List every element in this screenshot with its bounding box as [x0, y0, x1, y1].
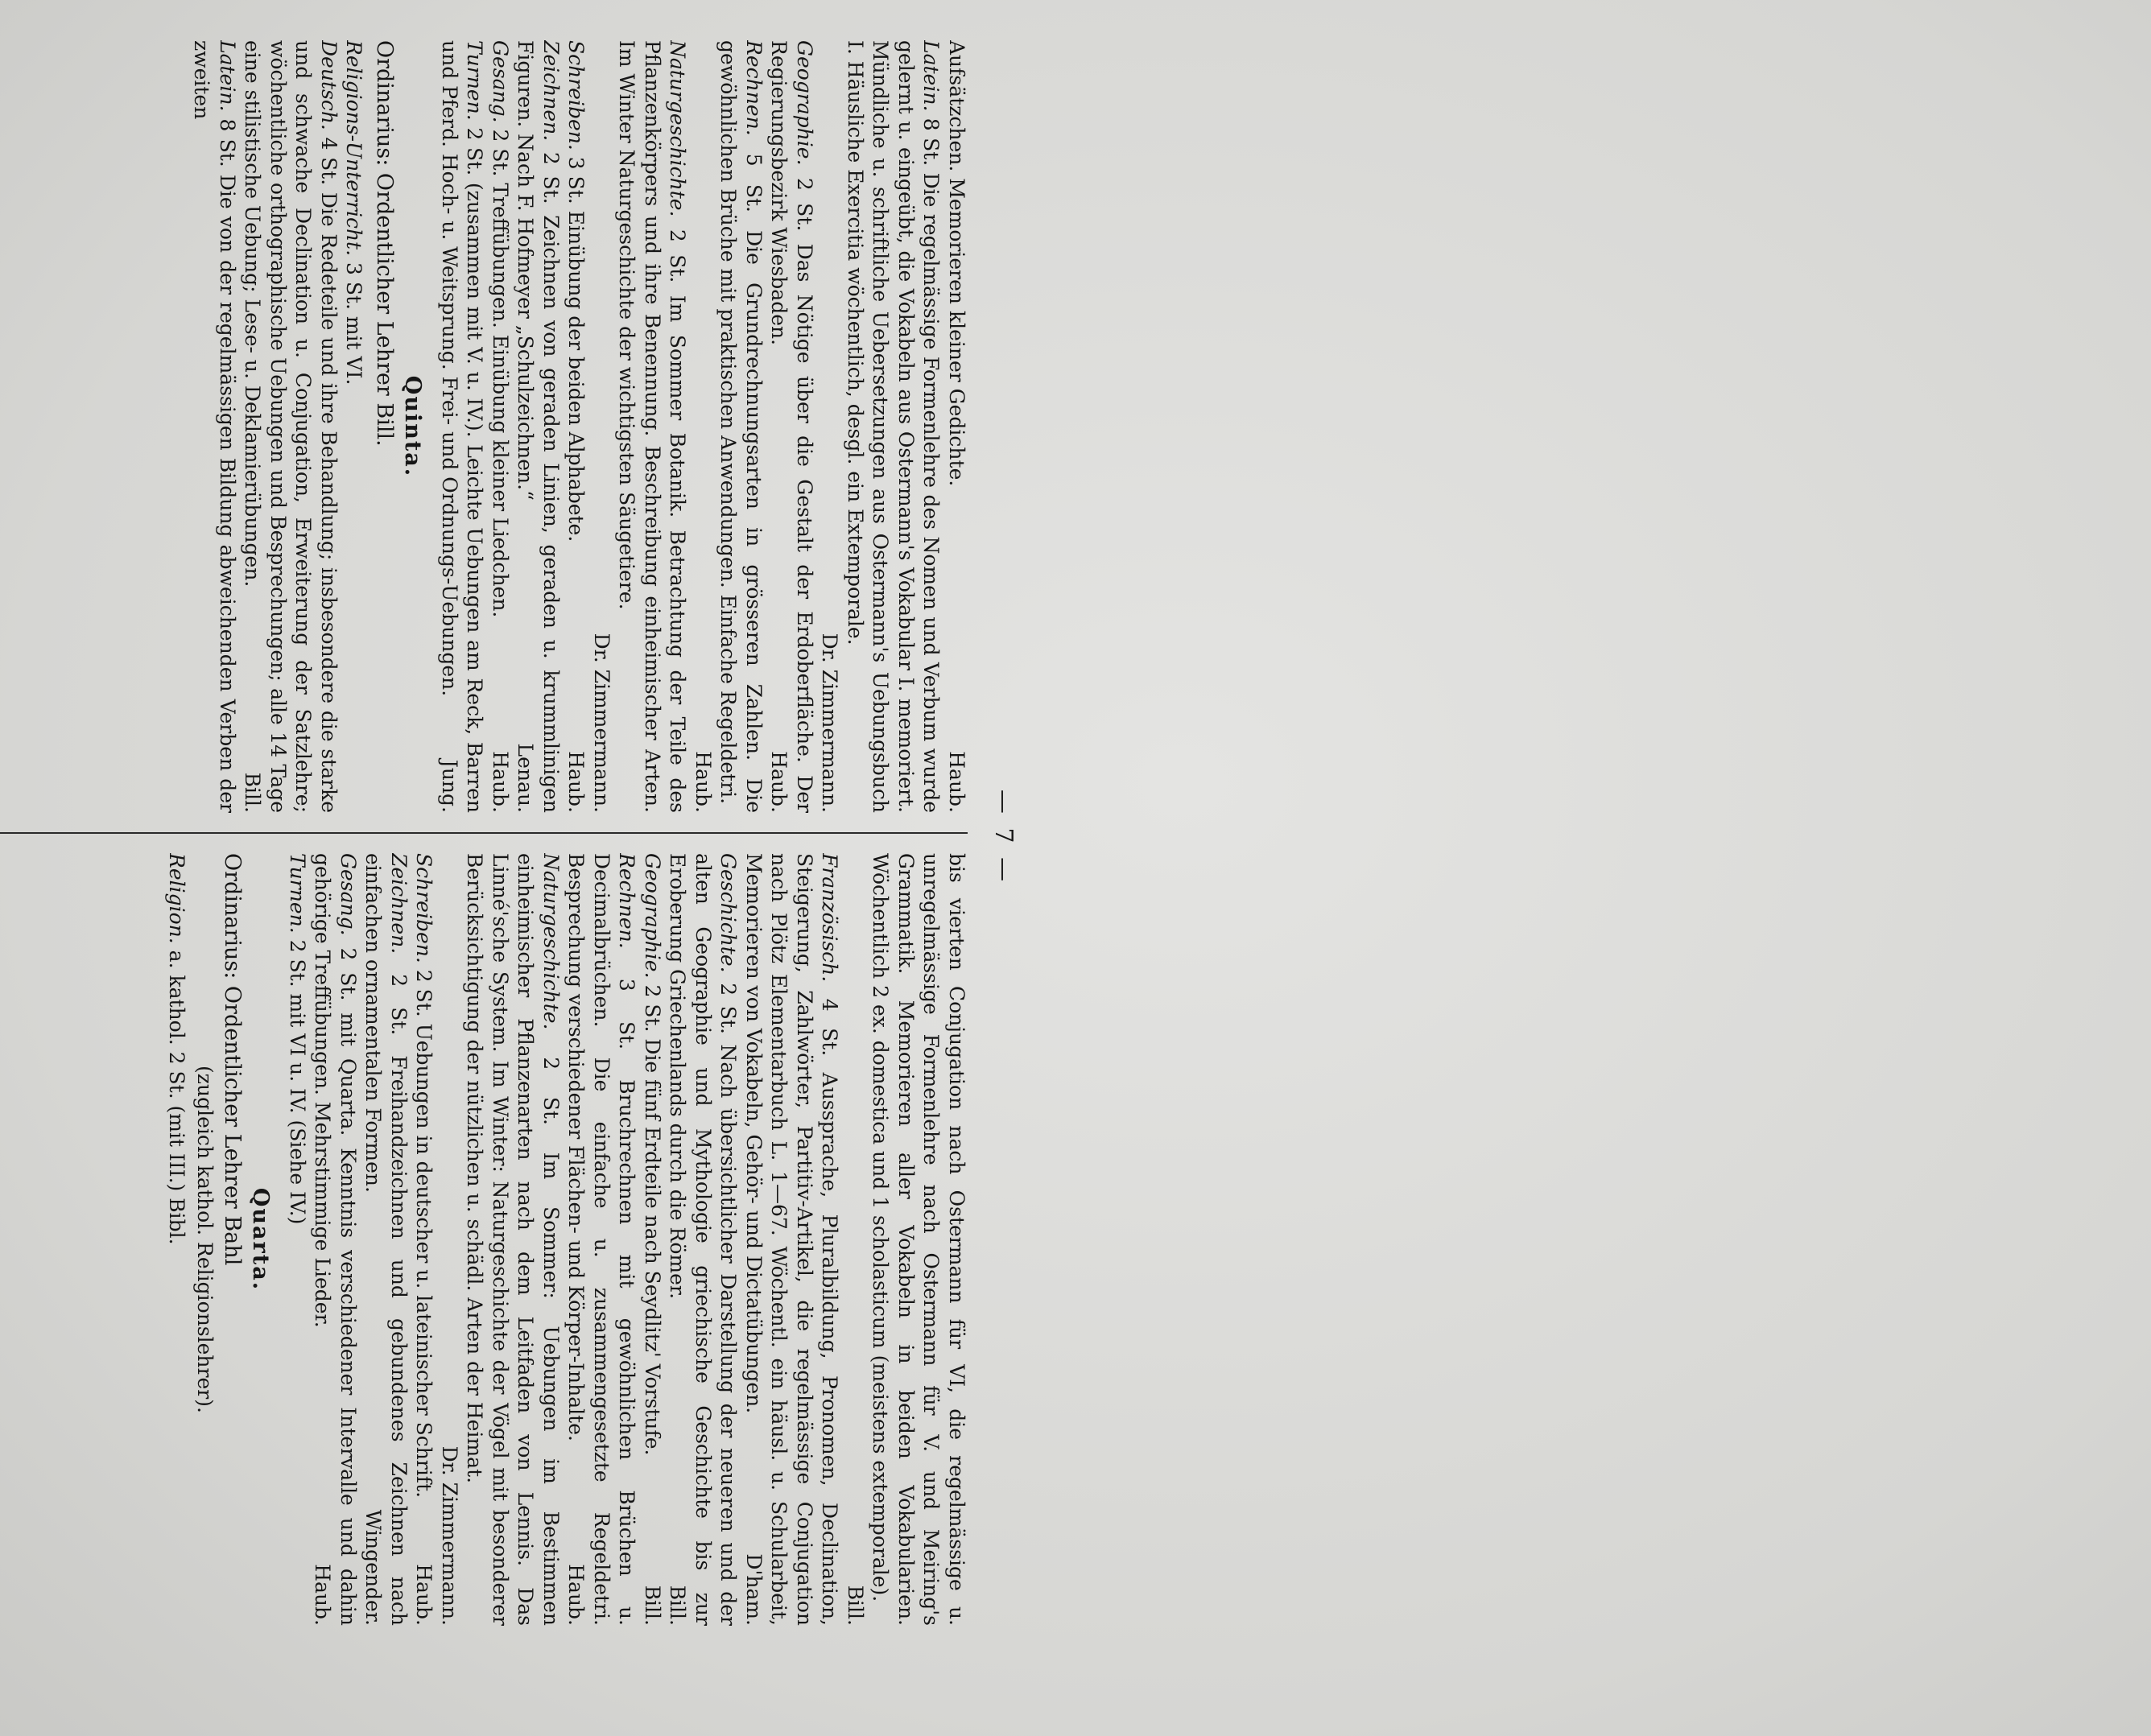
teacher-signature: Dr. Zimmermann. [438, 1445, 461, 1626]
subject-label: Naturgeschichte. [666, 40, 690, 217]
teacher-signature: Bill. [844, 1585, 867, 1626]
subject-label: Rechnen. [742, 40, 766, 136]
subject-label: Schreiben. [412, 853, 436, 963]
section-heading-quinta: Quinta. [400, 375, 426, 478]
teacher-signature: Haub. [767, 751, 791, 813]
subject-label: Zeichnen. [539, 40, 563, 142]
subject-label: Religions-Unterricht. [342, 40, 366, 257]
left-column [0, 40, 969, 813]
subject-label: Turnen. [463, 40, 487, 121]
teacher-signature: Dr. Zimmermann. [590, 633, 613, 813]
paragraph-zeichnen-quinta: Zeichnen. 2 St. Freihandzeichnen und gebundenes Zeichnen nach einfachen ornamentalen Formen. Wingender. [361, 853, 411, 1626]
paragraph-turnen-quinta: Turnen. 2 St. mit VI u. IV. (Siehe IV.) [286, 853, 309, 1225]
subject-label: Gesang. [489, 40, 512, 123]
teacher-signature: Dr. Zimmermann. [818, 633, 842, 813]
teacher-signature: Haub. [311, 1564, 335, 1626]
paragraph-latein: Latein. 8 St. Die regelmässige Formenlehre des Nomen und Verbum wurde gelernt u. eingeübt, die Vokabeln aus Ostermann's Vokabular I. memoriert. Mündliche u. schriftliche Uebersetzungen aus Ostermann's Uebungsbuch I. Häusliche Exercitia wöchentlich, desgl. ein Extemporale. [844, 40, 943, 813]
document-page [0, 40, 1016, 1634]
teacher-signature: Bill. [666, 1585, 690, 1626]
paragraph-franzoesisch: Französisch. 4 St. Aussprache, Pluralbildung, Pronomen, Declination, Steigerung, Zahlwörter, Partitiv-Artikel, die regelmässige Conjugation nach Plötz Elementarbuch L. 1—67. Wöchentl. ein häusl. u. Schularbeit, Memorieren von Vokabeln, Gehör- und Dictatübungen. D'ham. [742, 853, 842, 1626]
paragraph-gesang: Gesang. 2 St. Treffübungen. Einübung kleiner Liedchen. Haub. [489, 40, 512, 813]
paragraph-geographie: Geographie. 2 St. Das Nötige über die Gestalt der Erdoberfläche. Der Regierungsbezirk Wiesbaden. Haub. [767, 40, 816, 813]
paragraph-schreiben: Schreiben. 3 St. Einübung der beiden Alphabete. Haub. [564, 40, 588, 813]
subject-label: Rechnen. [615, 853, 639, 949]
subject-label: Latein. [919, 40, 943, 112]
section-heading-quarta: Quarta. [248, 1187, 274, 1292]
paragraph-naturgeschichte-quinta: Naturgeschichte. 2 St. Im Sommer: Uebungen im Bestimmen einheimischer Pflanzenarten nach dem Leitfaden von Lennis. Das Linné'sche System. Im Winter: Naturgeschichte der Vögel mit besonderer Berücksichtigung der nützlichen u. schädl. Arten der Heimat. [463, 853, 563, 1626]
subject-label: Französisch. [818, 853, 842, 983]
teacher-signature: Haub. [412, 1564, 436, 1626]
teacher-signature: Haub. [564, 751, 588, 813]
paragraph-naturgeschichte: Naturgeschichte. 2 St. Im Sommer Botanik. Betrachtung der Teile des Pflanzenkörpers und ihre Benennung. Beschreibung einheimischer Arten. Im Winter Naturgeschichte der wichtigsten Säugetiere. [615, 40, 690, 813]
subject-label: Zeichnen. [387, 853, 411, 955]
column-divider [0, 832, 968, 834]
paragraph-geschichte: Geschichte. 2 St. Nach übersichtlicher Darstellung der neueren und der alten Geographie und Mythologie griechische Geschichte bis zur Eroberung Griechenlands durch die Römer. Bill. [666, 853, 741, 1626]
subject-label: Latein. [216, 40, 239, 112]
paragraph-rechnen-quinta: Rechnen. 3 St. Bruchrechnen mit gewöhnlichen Brüchen u. Decimalbrüchen. Die einfache u. zusammengesetzte Regeldetri. Besprechung verschiedener Flächen- und Körper-Inhalte. Haub. [564, 853, 639, 1626]
subject-label: Deutsch. [317, 40, 341, 130]
ordinarius-note: (zugleich kathol. Religionslehrer). [193, 1066, 217, 1413]
paragraph-geographie-quinta: Geographie. 2 St. Die fünf Erdteile nach Seydlitz' Vorstufe. Bill. [641, 853, 664, 1626]
paragraph-religion-quarta: Religion. a. kathol. 2 St. (mit III.) Bibl. [165, 853, 188, 1245]
subject-label: Geographie. [793, 40, 816, 166]
paragraph-rechnen: Rechnen. 5 St. Die Grundrechnungsarten in grösseren Zahlen. Die gewöhnlichen Brüche mit praktischen Anwendungen. Einfache Regeldetri. Haub. [692, 40, 766, 813]
subject-label: Schreiben. [564, 40, 588, 151]
subject-label: Gesang. [336, 853, 360, 936]
subject-label: Geographie. [641, 853, 664, 979]
paragraph-sexta-aufsaetze: Aufsätzchen. Memorieren kleiner Gedichte. Haub. [945, 40, 968, 813]
teacher-signature: Bill. [641, 1585, 664, 1626]
paragraph-deutsch: Deutsch. 4 St. Die Redeteile und ihre Behandlung; insbesondere die starke und schwache Declination u. Conjugation, Erweiterung der Satzlehre; wöchentliche orthographische Uebungen und Besprechungen; alle 14 Tage eine stilistische Uebung; Lese- u. Deklamierübungen. Bill. [241, 40, 341, 813]
right-column [0, 853, 969, 1626]
subject-label: Turnen. [286, 853, 309, 934]
subject-label: Naturgeschichte. [539, 853, 563, 1030]
paragraph-zeichnen: Zeichnen. 2 St. Zeichnen von geraden Linien, geraden u. krummlinigen Figuren. Nach F. Hofmeyer „Schulzeichnen.“ Lenau. [514, 40, 563, 813]
teacher-signature: D'ham. [742, 1553, 766, 1626]
teacher-signature: Haub. [692, 751, 715, 813]
paragraph-turnen: Turnen. 2 St. (zusammen mit V. u. IV.). Leichte Uebungen am Reck, Barren und Pferd. Hoch- u. Weitsprung. Frei- und Ordnungs-Uebungen. Jung. [438, 40, 487, 813]
paragraph-latein-quinta: Latein. 8 St. Die von der regelmässigen Bildung abweichenden Verben der zweiten [190, 40, 239, 813]
subject-label: Religion. [165, 853, 188, 944]
teacher-signature: Haub. [945, 751, 968, 813]
paragraph-latein-cont: bis vierten Conjugation nach Ostermann für VI, die regelmässige u. unregelmässige Formenlehre nach Ostermann für V. und Meiring's Grammatik. Memorieren aller Vokabeln in beiden Vokabularien. Wöchentlich 2 ex. domestica und 1 scholasticum (meistens extemporale). Bill. [844, 853, 968, 1626]
teacher-signature: Haub. [564, 1564, 588, 1626]
subject-label: Geschichte. [716, 853, 741, 973]
paragraph-religion: Religions-Unterricht. 3 St. mit VI. [342, 40, 366, 386]
ordinarius-line: Ordinarius: Ordentlicher Lehrer Bahl [220, 853, 245, 1266]
teacher-signature: Wingender. [361, 1509, 386, 1626]
teacher-signature: Bill. [241, 772, 265, 813]
page-number: — 7 — [989, 789, 1018, 885]
ordinarius-line: Ordinarius: Ordentlicher Lehrer Bill. [372, 40, 397, 447]
teacher-signature: Haub. [489, 751, 512, 813]
teacher-signature: Jung. [438, 759, 461, 813]
paragraph-gesang-quinta: Gesang. 2 St. mit Quarta. Kenntnis verschiedener Intervalle und dahin gehörige Treffübungen. Mehrstimmige Lieder. Haub. [311, 853, 360, 1626]
paragraph-schreiben-quinta: Schreiben. 2 St. Uebungen in deutscher u. lateinischer Schrift. Haub. [412, 853, 436, 1626]
teacher-signature: Lenau. [514, 743, 538, 813]
